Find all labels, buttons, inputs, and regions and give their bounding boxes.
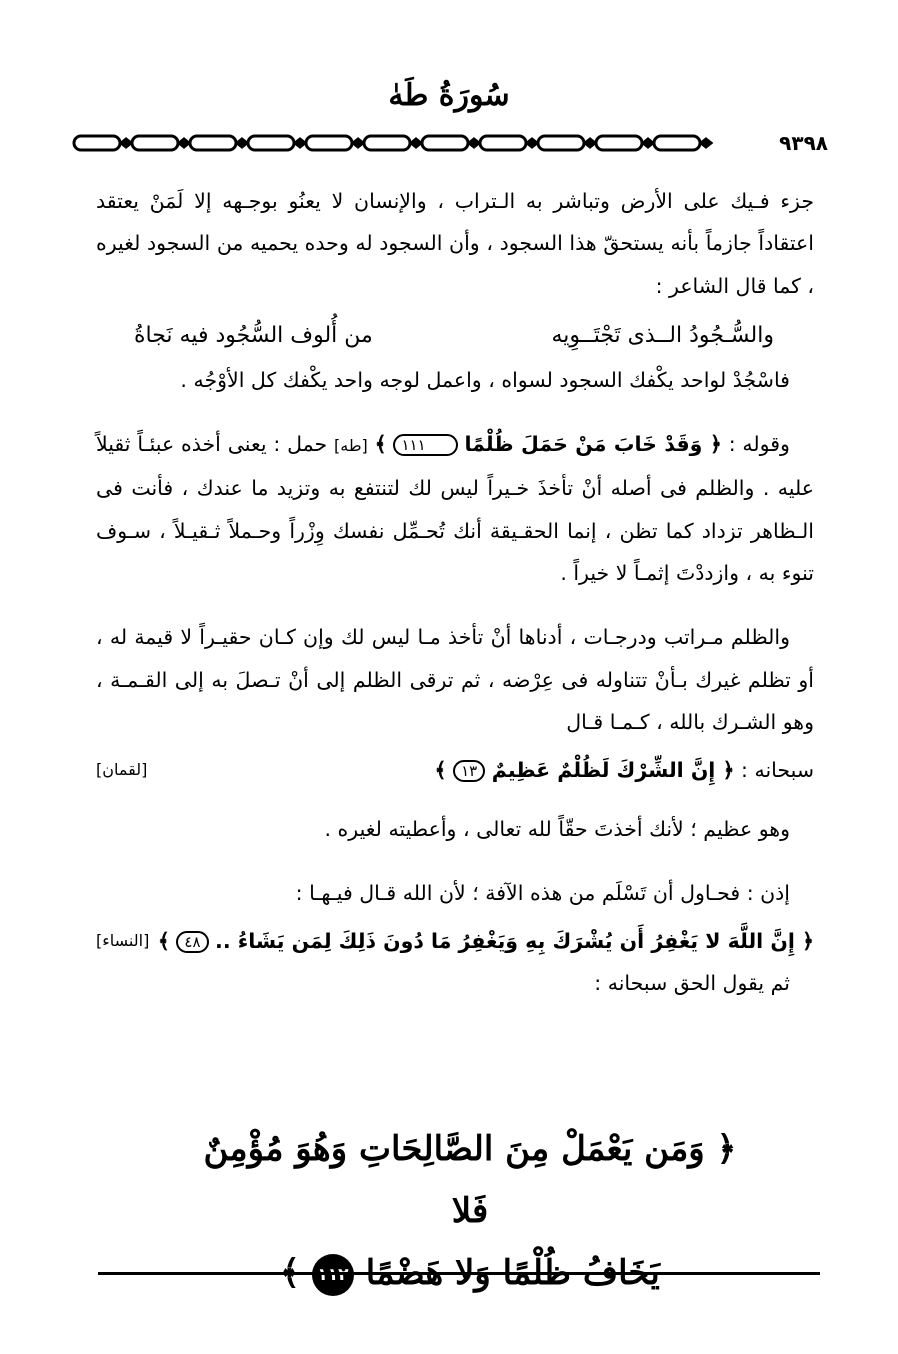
poem-verse — [134, 313, 774, 359]
ayah-number-medallion: ١١٢ — [312, 1254, 354, 1296]
surah-title: سُورَةُ طَهٰ — [388, 78, 510, 113]
paragraph-1: جزء فـيك على الأرض وتباشر به الـتراب ، والإنسان لا يعنُو بوجـهه إلا لَمَنْ يعتقد اعتقاداً جازماً بأنه يستحقّ هذا السجود ، وأن السجود له وحده يحميه من السجود لغيره ، كما قال الشاعر : — [96, 189, 814, 298]
page-number: ٩٣٩٨ — [775, 128, 832, 158]
paragraph-6: إذن : فحـاول أن تَسْلَم من هذه الآفة ؛ لأن الله قـال فيـهـا : — [295, 880, 790, 905]
paragraph-7: ثم يقول الحق سبحانه : — [594, 971, 790, 996]
paragraph-4: والظلم مـراتب ودرجـات ، أدناها أنْ تأخذ مـا ليس لك وإن كـان حقيـراً لا قيمة له ، أو تظلم غيرك بـأنْ تتناوله فى عِرْضه ، ثم ترقى الظلم إلى أنْ تـصلَ به إلى القـمـة ، وهو الشـرك بالله ، كـمـا قـال — [96, 625, 814, 734]
paragraph-2: فاسْجُدْ لواحد يكْفك السجود لسواه ، واعمل لوجه واحد يكْفك كل الأوْجُه . — [180, 367, 790, 392]
poem-second-hemistich: من أُلوف السُّجُود فيه نَجاةُ — [134, 322, 373, 348]
quran-quote: ﴿ إِنَّ الشِّرْكَ لَظُلْمٌ عَظِيمٌ — [491, 758, 735, 783]
body-text — [96, 180, 814, 1011]
ayah-number: ١٣ — [453, 760, 485, 782]
ayah-number: ٤٨ — [176, 931, 208, 953]
ayah-number: ١١١ — [393, 434, 457, 456]
poem-first-hemistich: والسُّـجُودُ الــذى تَجْتَــوِيه — [551, 322, 774, 348]
closing-verse-line-1: ﴿ وَمَن يَعْمَلْ مِنَ الصَّالِحَاتِ وَهُوَ مُؤْمِنٌ فَلا — [203, 1129, 737, 1231]
quran-quote: ﴿ إِنَّ اللَّهَ لا يَغْفِرُ أَن يُشْرَكَ بِهِ وَيَغْفِرُ مَا دُونَ ذَلِكَ لِمَن يَشَاءُ .. — [215, 929, 814, 954]
surah-reference: [النساء] — [96, 931, 150, 951]
paragraph-3: وقوله : ﴿ وَقَدْ خَابَ مَنْ حَمَلَ ظُلْمًا ١١١ ﴾ [طه] حمل : يعنى أخذه عبئـاً ثقيلاً عليه . والظلم فى أصله أنْ تأخذَ خـيراً ليس لك لتنتفع به وتزيد ما عندك ، فأنت فى الـظاهر تزداد كما تظن ، إنما الحقـيقة أنك تُحـمِّل نفسك وِزْراً وحـملاً ثـقيـلاً ، سـوف تنوء به ، وازددْتَ إثمـاً لا خيراً . — [96, 432, 814, 586]
surah-reference: [لقمان] — [96, 760, 148, 780]
chain-ornament — [72, 128, 832, 158]
closing-verse-line-2: يَخَافُ ظُلْمًا وَلا هَضْمًا — [365, 1253, 660, 1293]
footer-rule — [98, 1272, 820, 1275]
paragraph-6-verse-line: ﴿ إِنَّ اللَّهَ لا يَغْفِرُ أَن يُشْرَكَ بِهِ وَيَغْفِرُ مَا دُونَ ذَلِكَ لِمَن يَشَاءُ .. ٤٨ ﴾ [النساء] — [96, 920, 814, 962]
surah-reference: [طه] — [334, 436, 368, 456]
quran-quote: ﴿ وَقَدْ خَابَ مَنْ حَمَلَ ظُلْمًا — [464, 432, 722, 457]
paragraph-5: وهو عظيم ؛ لأنك أخذتَ حقّاً لله تعالى ، وأعطيته لغيره . — [324, 816, 790, 841]
header-ornament-band — [72, 128, 832, 158]
paragraph-4-verse-line: سبحانه : ﴿ إِنَّ الشِّرْكَ لَظُلْمٌ عَظِيمٌ ١٣ ﴾ [لقمان] — [96, 749, 814, 791]
closing-quran-verse: ﴿ وَمَن يَعْمَلْ مِنَ الصَّالِحَاتِ وَهُوَ مُؤْمِنٌ فَلا يَخَافُ ظُلْمًا وَلا هَضْمًا ١١٢ ﴾ — [200, 1118, 740, 1304]
